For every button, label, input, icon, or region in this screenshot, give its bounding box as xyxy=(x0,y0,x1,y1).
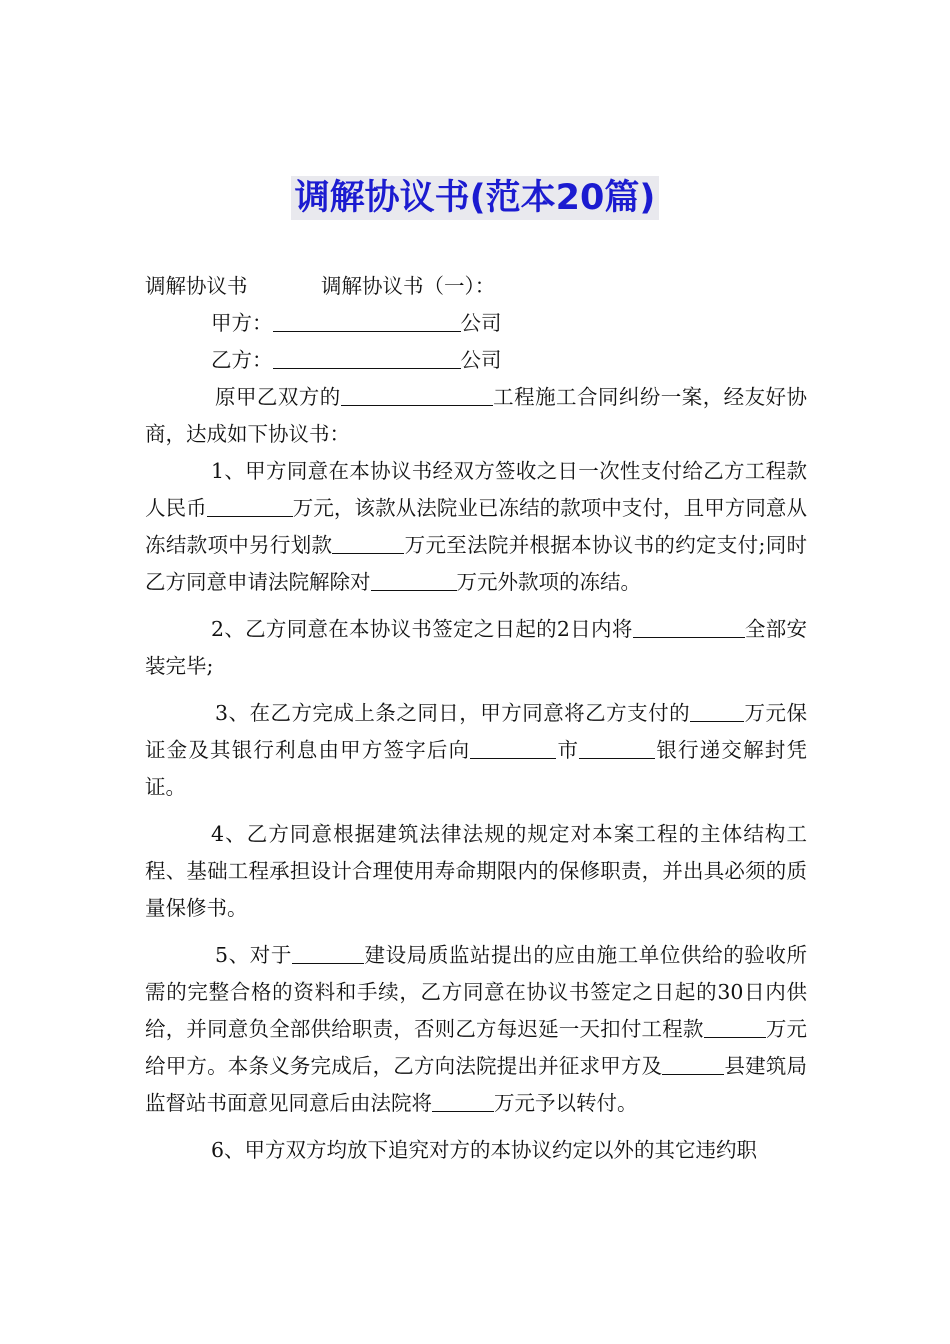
clause-5-blank-3 xyxy=(662,1052,724,1075)
heading-left: 调解协议书 xyxy=(145,274,248,298)
clause-4-text: 4、乙方同意根据建筑法律法规的规定对本案工程的主体结构工程、基础工程承担设计合理使用寿命期限内的保修职责，并出具必须的质量保修书。 xyxy=(145,822,807,920)
clause-2-text-1: 2、乙方同意在本协议书签定之日起的2日内将 xyxy=(211,617,633,641)
clause-5-text-4: 县建筑局监督站书面意见同意后由法院将 xyxy=(145,1054,808,1115)
clause-5-blank-1 xyxy=(292,941,364,964)
clause-5 xyxy=(145,937,807,1122)
clause-4 xyxy=(145,816,807,927)
clause-5-text-3: 万元给甲方。本条义务完成后，乙方向法院提出并征求甲方及 xyxy=(145,1017,808,1078)
clause-5-text-1: 5、对于 xyxy=(215,943,292,967)
party-a-suffix: 公司 xyxy=(460,311,502,335)
intro-text-1: 原甲乙双方的 xyxy=(215,385,341,409)
clause-3-text-3: 市 xyxy=(556,738,580,762)
clause-2-text-2: 全部安装完毕; xyxy=(145,617,808,678)
party-a-blank xyxy=(273,309,461,332)
heading-right: 调解协议书（一）： xyxy=(321,274,496,298)
clause-3 xyxy=(145,695,807,806)
clause-1-blank-1 xyxy=(207,494,293,517)
clause-3-text-1: 3、在乙方完成上条之同日，甲方同意将乙方支付的 xyxy=(215,701,691,725)
intro-paragraph xyxy=(145,379,807,453)
party-a-line xyxy=(145,305,807,342)
clause-5-blank-2 xyxy=(704,1015,766,1038)
heading-line xyxy=(145,268,807,305)
clause-3-text-4: 银行递交解封凭证。 xyxy=(145,738,807,799)
party-b-line xyxy=(145,342,807,379)
clause-1 xyxy=(145,453,807,601)
clause-5-blank-4 xyxy=(432,1089,494,1112)
project-blank xyxy=(341,383,493,406)
document-title: 调解协议书(范本20篇) xyxy=(291,176,660,220)
clause-5-text-5: 万元予以转付。 xyxy=(494,1091,638,1115)
clause-5-text-2: 建设局质监站提出的应由施工单位供给的验收所需的完整合格的资料和手续，乙方同意在协议书签定之日起的30日内供给，并同意负全部供给职责，否则乙方每迟延一天扣付工程款 xyxy=(145,943,807,1041)
party-b-suffix: 公司 xyxy=(460,348,502,372)
clause-1-blank-2 xyxy=(332,531,404,554)
party-a-label: 甲方： xyxy=(211,311,273,335)
intro-text-2: 工程施工合同纠纷一案，经友好协商，达成如下协议书： xyxy=(145,385,808,446)
title-container xyxy=(0,176,950,220)
clause-3-blank-1 xyxy=(690,699,744,722)
clause-6-text: 6、甲方双方均放下追究对方的本协议约定以外的其它违约职 xyxy=(211,1138,758,1162)
clause-1-text-1: 1、甲方同意在本协议书经双方签收之日一次性支付给乙方工程款人民币 xyxy=(145,459,807,520)
party-b-label: 乙方： xyxy=(211,348,273,372)
clause-2-blank xyxy=(633,615,745,638)
clause-1-text-2: 万元，该款从法院业已冻结的款项中支付，且甲方同意从冻结款项中另行划款 xyxy=(145,496,808,557)
clause-3-text-2: 万元保证金及其银行利息由甲方签字后向 xyxy=(145,701,807,762)
party-b-blank xyxy=(273,346,461,369)
clause-1-blank-3 xyxy=(371,568,457,591)
clause-3-blank-2 xyxy=(470,736,556,759)
document-body xyxy=(145,268,807,1169)
clause-6 xyxy=(145,1132,807,1169)
clause-1-text-4: 万元外款项的冻结。 xyxy=(456,570,641,594)
clause-2 xyxy=(145,611,807,685)
clause-1-text-3: 万元至法院并根据本协议书的约定支付;同时乙方同意申请法院解除对 xyxy=(145,533,808,594)
clause-3-blank-3 xyxy=(579,736,655,759)
